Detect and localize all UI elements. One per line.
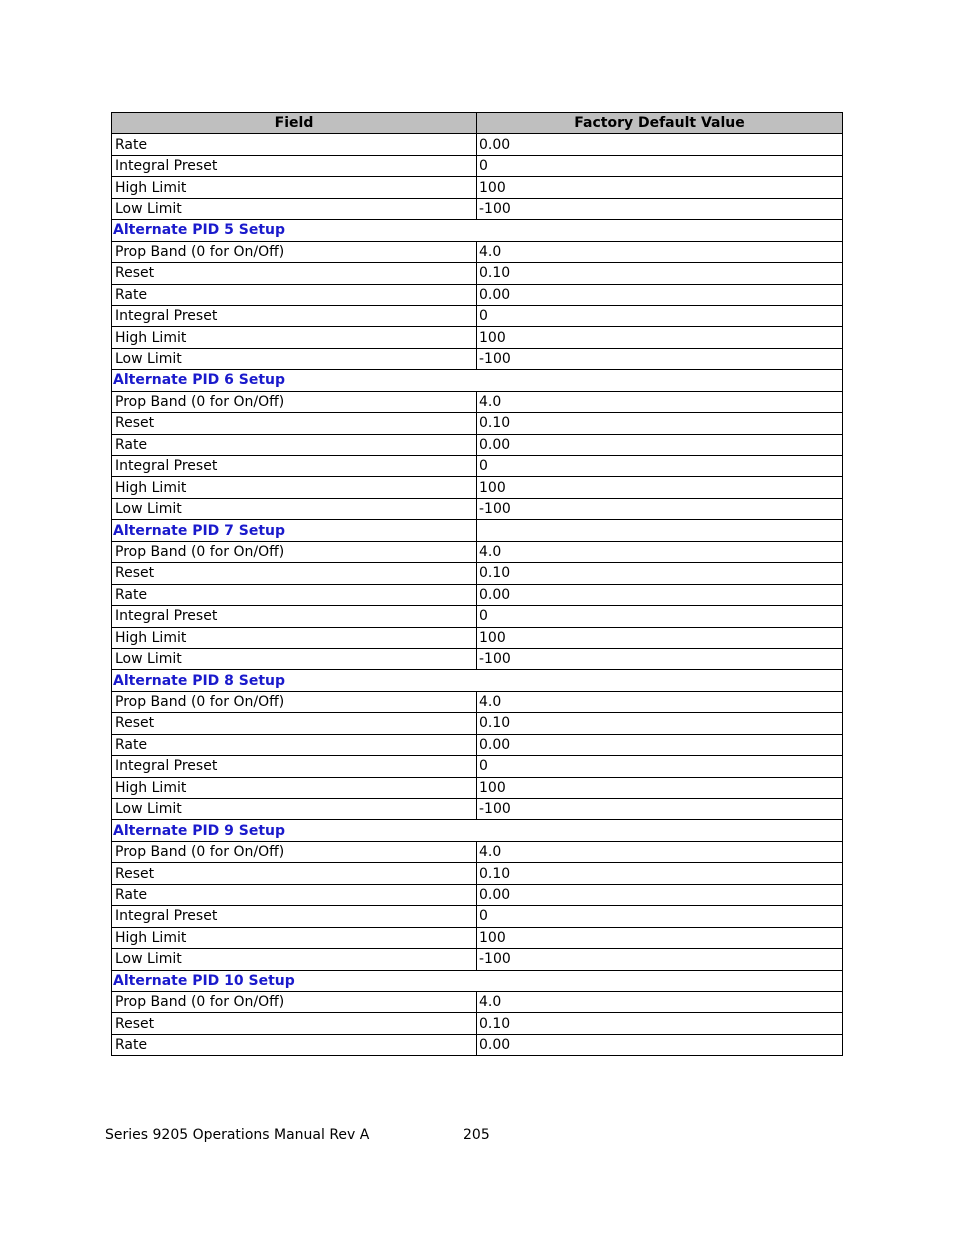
default-value-cell: 0 (477, 155, 843, 176)
field-cell: Reset (112, 563, 477, 584)
table-row (112, 241, 843, 262)
field-cell: Prop Band (0 for On/Off) (112, 841, 477, 862)
default-value-cell: -100 (477, 799, 843, 820)
field-cell: Integral Preset (112, 155, 477, 176)
table-row (112, 348, 843, 369)
table-row (112, 991, 843, 1012)
section-heading: Alternate PID 10 Setup (112, 970, 843, 991)
field-cell: High Limit (112, 927, 477, 948)
default-value-cell: 4.0 (477, 391, 843, 412)
field-cell: Prop Band (0 for On/Off) (112, 991, 477, 1012)
table-row (112, 841, 843, 862)
table-row (112, 134, 843, 155)
field-cell: Prop Band (0 for On/Off) (112, 541, 477, 562)
default-value-cell: -100 (477, 348, 843, 369)
table-row (112, 263, 843, 284)
field-cell: High Limit (112, 777, 477, 798)
section-row (112, 520, 843, 541)
table-row (112, 563, 843, 584)
field-cell: Low Limit (112, 799, 477, 820)
field-cell: High Limit (112, 477, 477, 498)
default-value-cell: 0 (477, 305, 843, 326)
table-row (112, 456, 843, 477)
default-value-cell: 0.10 (477, 863, 843, 884)
default-value-cell: 100 (477, 327, 843, 348)
table-row (112, 648, 843, 669)
field-cell: Integral Preset (112, 606, 477, 627)
table-row (112, 327, 843, 348)
default-value-cell: -100 (477, 949, 843, 970)
default-value-cell: -100 (477, 198, 843, 219)
table-row (112, 1013, 843, 1034)
default-value-cell: 0.00 (477, 734, 843, 755)
field-cell: Low Limit (112, 949, 477, 970)
section-heading: Alternate PID 5 Setup (112, 220, 843, 241)
default-value-cell: 100 (477, 927, 843, 948)
table-row (112, 606, 843, 627)
table-row (112, 198, 843, 219)
table-row (112, 391, 843, 412)
section-empty-cell (477, 520, 843, 541)
section-row (112, 970, 843, 991)
table-row (112, 541, 843, 562)
table-row (112, 434, 843, 455)
default-value-cell: 4.0 (477, 541, 843, 562)
default-value-cell: 100 (477, 777, 843, 798)
footer-page-number: 205 (463, 1127, 490, 1143)
default-value-cell: -100 (477, 498, 843, 519)
section-heading: Alternate PID 8 Setup (112, 670, 843, 691)
default-value-cell: 4.0 (477, 691, 843, 712)
field-cell: Prop Band (0 for On/Off) (112, 241, 477, 262)
field-cell: Rate (112, 884, 477, 905)
field-cell: Integral Preset (112, 756, 477, 777)
default-value-cell: 0.10 (477, 263, 843, 284)
table-row (112, 284, 843, 305)
footer-manual-title: Series 9205 Operations Manual Rev A (105, 1127, 370, 1143)
section-heading: Alternate PID 6 Setup (112, 370, 843, 391)
default-value-cell: 100 (477, 177, 843, 198)
default-value-cell: 4.0 (477, 241, 843, 262)
table-row (112, 584, 843, 605)
default-value-cell: 0.00 (477, 284, 843, 305)
field-cell: Rate (112, 434, 477, 455)
section-heading: Alternate PID 9 Setup (112, 820, 843, 841)
section-row (112, 820, 843, 841)
table-row (112, 477, 843, 498)
field-cell: Low Limit (112, 348, 477, 369)
table-row (112, 949, 843, 970)
field-cell: Reset (112, 713, 477, 734)
field-cell: High Limit (112, 177, 477, 198)
default-value-cell: 0.00 (477, 884, 843, 905)
field-cell: Prop Band (0 for On/Off) (112, 691, 477, 712)
table-row (112, 734, 843, 755)
table-row (112, 777, 843, 798)
table-row (112, 691, 843, 712)
field-cell: Low Limit (112, 198, 477, 219)
column-header-default-value: Factory Default Value (477, 113, 843, 134)
default-value-cell: 0 (477, 756, 843, 777)
table-header-row (112, 113, 843, 134)
field-cell: Rate (112, 734, 477, 755)
table-row (112, 713, 843, 734)
default-value-cell: 4.0 (477, 841, 843, 862)
table-body (112, 134, 843, 1056)
table-row (112, 1034, 843, 1055)
default-value-cell: 100 (477, 627, 843, 648)
table-row (112, 627, 843, 648)
field-cell: Reset (112, 413, 477, 434)
table-row (112, 177, 843, 198)
default-value-cell: 0 (477, 606, 843, 627)
column-header-field: Field (112, 113, 477, 134)
section-heading: Alternate PID 7 Setup (112, 520, 477, 541)
default-value-cell: 0.10 (477, 1013, 843, 1034)
table-row (112, 927, 843, 948)
field-cell: High Limit (112, 327, 477, 348)
default-value-cell: 100 (477, 477, 843, 498)
field-cell: Integral Preset (112, 305, 477, 326)
field-cell: Integral Preset (112, 906, 477, 927)
default-value-cell: 0 (477, 456, 843, 477)
field-cell: Rate (112, 134, 477, 155)
default-value-cell: 0.00 (477, 134, 843, 155)
default-value-cell: 0.10 (477, 713, 843, 734)
table-row (112, 906, 843, 927)
section-row (112, 670, 843, 691)
field-cell: Reset (112, 863, 477, 884)
default-value-cell: 4.0 (477, 991, 843, 1012)
table-row (112, 305, 843, 326)
field-cell: Rate (112, 1034, 477, 1055)
field-cell: Integral Preset (112, 456, 477, 477)
section-row (112, 220, 843, 241)
table-row (112, 155, 843, 176)
default-value-cell: 0.00 (477, 584, 843, 605)
default-value-cell: 0.10 (477, 563, 843, 584)
field-cell: Prop Band (0 for On/Off) (112, 391, 477, 412)
default-value-cell: 0.10 (477, 413, 843, 434)
section-row (112, 370, 843, 391)
field-cell: Low Limit (112, 648, 477, 669)
field-cell: Reset (112, 263, 477, 284)
field-cell: High Limit (112, 627, 477, 648)
table-row (112, 799, 843, 820)
field-cell: Rate (112, 284, 477, 305)
table-row (112, 498, 843, 519)
table-row (112, 413, 843, 434)
field-cell: Low Limit (112, 498, 477, 519)
default-value-cell: 0.00 (477, 434, 843, 455)
default-value-cell: 0.00 (477, 1034, 843, 1055)
default-value-cell: 0 (477, 906, 843, 927)
default-value-cell: -100 (477, 648, 843, 669)
field-cell: Reset (112, 1013, 477, 1034)
defaults-table (111, 112, 843, 1056)
table-row (112, 884, 843, 905)
table-row (112, 863, 843, 884)
table-row (112, 756, 843, 777)
field-cell: Rate (112, 584, 477, 605)
